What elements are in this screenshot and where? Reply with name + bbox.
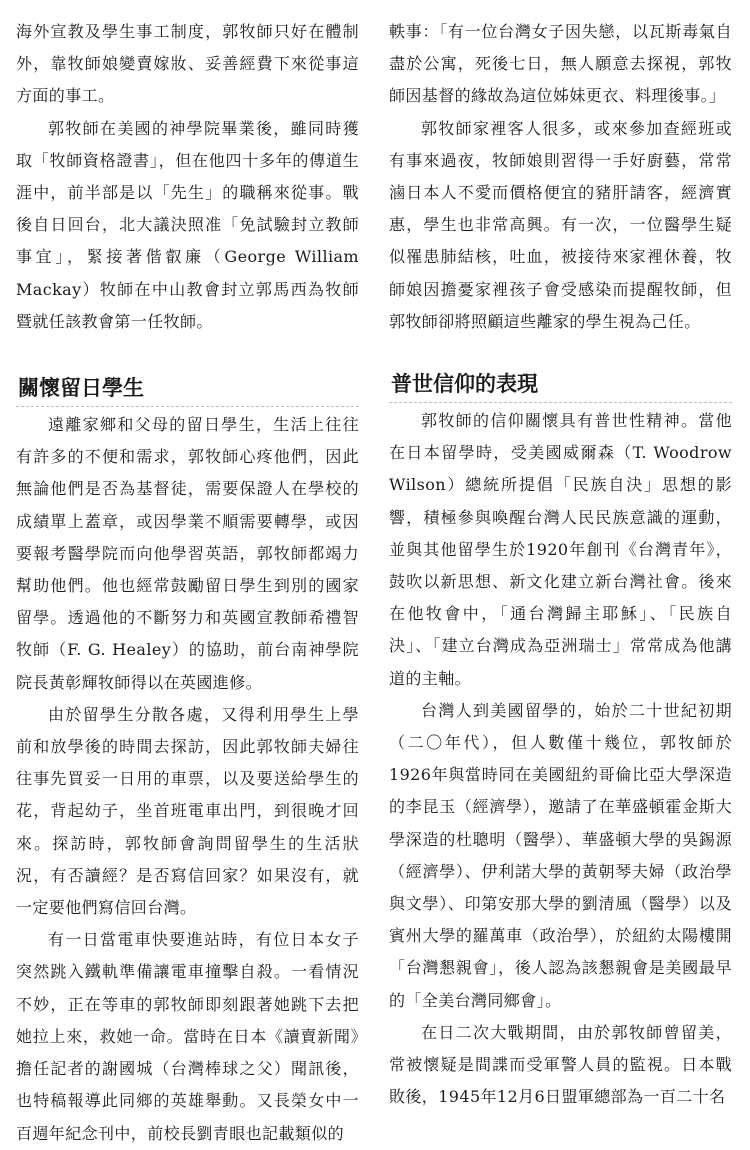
section-spacer — [389, 338, 732, 356]
paragraph: 郭牧師家裡客人很多，或來參加查經班或有事來過夜，牧師娘則習得一手好廚藝，常常滷日本人不愛而價格便宜的豬肝請客，經濟實惠，學生也非常高興。有一次，一位醫學生疑似罹患肺結核，吐血，被接待來家裡休養，牧師娘因擔憂家裡孩子會受感染而提醒牧師，但郭牧師卻將照顧這些離家的學生視為己任。 — [389, 118, 732, 331]
section-heading: 普世信仰的表現 — [389, 366, 732, 403]
paragraph: 有一日當電車快要進站時，有位日本女子突然跳入鐵軌準備讓電車撞擊自殺。一看情況不妙，正在等車的郭牧師即刻跟著她跳下去把她拉上來，救她一命。當時在日本《讀賣新聞》擔任記者的謝國城（台灣棒球之父）聞訊後，也特稿報導此同鄉的英雄舉動。又長榮女中一百週年紀念刊中，前校長劉青眼也記載類似的 — [16, 930, 359, 1143]
section-spacer — [16, 338, 359, 360]
paragraph: 軼事：「有一位台灣女子因失戀，以瓦斯毒氣自盡於公寓，死後七日，無人願意去探視，郭牧師因基督的緣故為這位姊妹更衣、料理後事。」 — [389, 22, 732, 106]
left-column — [16, 16, 359, 1150]
paragraph: 郭牧師的信仰關懷具有普世性精神。當他在日本留學時，受美國威爾森（T. Woodrow Wilson）總統所提倡「民族自決」思想的影響，積極參與喚醒台灣人民民族意識的運動，並與其他留學生於1920年創刊《台灣青年》，鼓吹以新思想、新文化建立新台灣社會。後來在他牧會中，「通台灣歸主耶穌」、「民族自決」、「建立台灣成為亞洲瑞士」常常成為他講道的主軸。 — [389, 411, 732, 688]
paragraph: 遠離家鄉和父母的留日學生，生活上往往有許多的不便和需求，郭牧師心疼他們，因此無論他們是否為基督徒，需要保證人在學校的成績單上蓋章，或因學業不順需要轉學，或因要報考醫學院而向他學習英語，郭牧師都竭力幫助他們。他也經常鼓勵留日學生到別的國家留學。透過他的不斷努力和英國宣教師希禮智牧師（F. G. Healey）的協助，前台南神學院院長黃彰輝牧師得以在英國進修。 — [16, 415, 359, 692]
paragraph: 海外宣教及學生事工制度，郭牧師只好在體制外，靠牧師娘變賣嫁妝、妥善經費下來從事這方面的事工。 — [16, 22, 359, 106]
paragraph: 由於留學生分散各處，又得利用學生上學前和放學後的時間去探訪，因此郭牧師夫婦往往事先買妥一日用的車票，以及要送給學生的花，背起幼子，坐首班電車出門，到很晚才回來。探訪時，郭牧師會詢問留學生的生活狀況，有否讀經？是否寫信回家？如果沒有，就一定要他們寫信回台灣。 — [16, 704, 359, 918]
section-heading: 關懷留日學生 — [16, 370, 359, 407]
paragraph: 台灣人到美國留學的，始於二十世紀初期（二〇年代），但人數僅十幾位，郭牧師於1926年與當時同在美國紐約哥倫比亞大學深造的李昆玉（經濟學），邀請了在華盛頓霍金斯大學深造的杜聰明（醫學）、華盛頓大學的吳錫源（經濟學）、伊利諾大學的黃朝琴夫婦（政治學與文學）、印第安那大學的劉清風（醫學）以及賓州大學的羅萬車（政治學），於紐約太陽樓開「台灣懇親會」，後人認為該懇親會是美國最早的「全美台灣同鄉會」。 — [389, 700, 732, 1010]
paragraph: 在日二次大戰期間，由於郭牧師曾留美，常被懷疑是間諜而受軍警人員的監視。日本戰敗後，1945年12月6日盟軍總部為一百二十名 — [389, 1022, 732, 1107]
right-column — [389, 16, 732, 1114]
paragraph: 郭牧師在美國的神學院畢業後，雖同時獲取「牧師資格證書」，但在他四十多年的傳道生涯中，前半部是以「先生」的職稱來從事。戰後自日回台，北大議決照准「免試驗封立教師事宜」，緊接著偕叡廉（George William Mackay）牧師在中山教會封立郭馬西為牧師暨就任該教會第一任牧師。 — [16, 118, 359, 331]
